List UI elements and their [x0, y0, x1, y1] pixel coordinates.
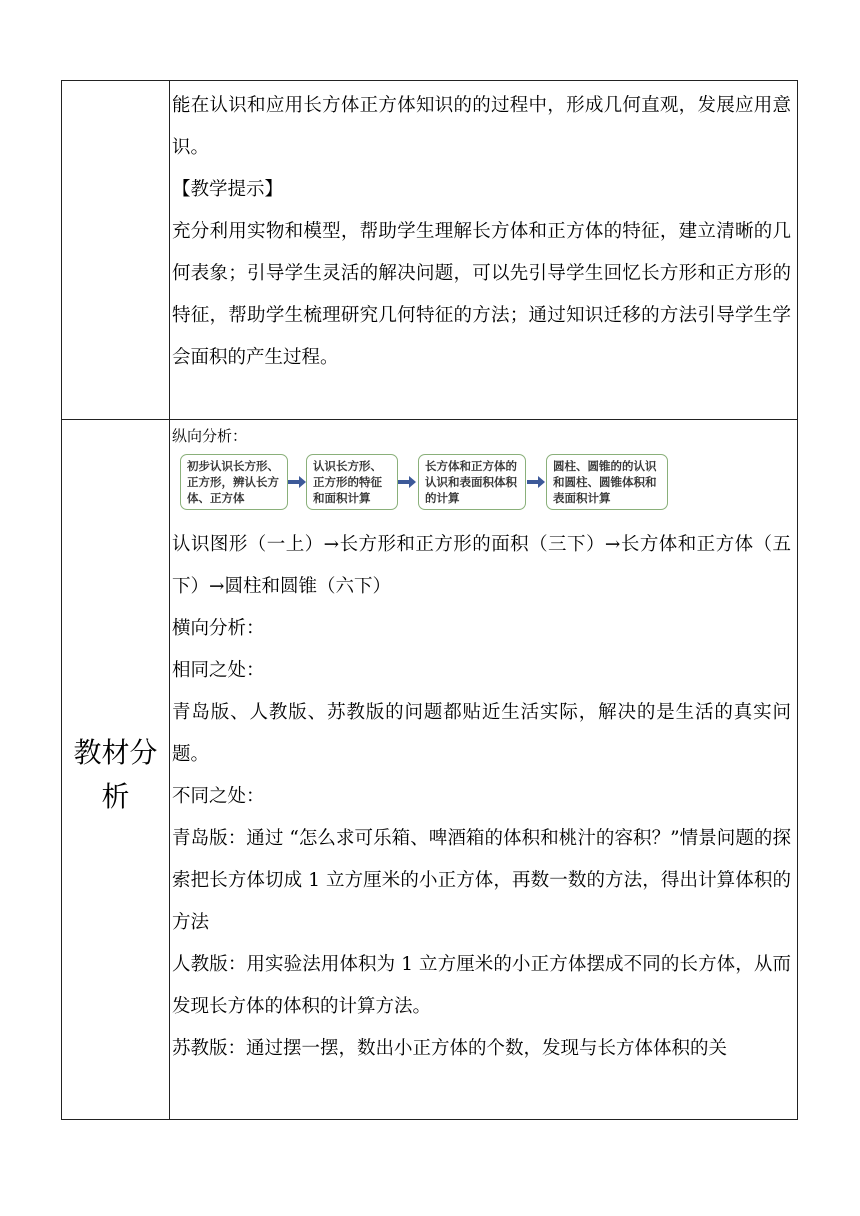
teaching-tips-heading: 【教学提示】	[172, 179, 284, 200]
flow-step-1: 初步认识长方形、正方形，辨认长方体、正方体	[180, 454, 288, 510]
row-divider	[62, 419, 797, 420]
goal-paragraph: 能在认识和应用长方体正方体知识的的过程中，形成几何直观，发展应用意识。	[172, 95, 791, 158]
flow-step-4: 圆柱、圆锥的的认识和圆柱、圆锥体积和表面积计算	[546, 454, 668, 510]
teaching-tips-paragraph: 充分利用实物和模型，帮助学生理解长方体和正方体的特征，建立清晰的几何表象；引导学生灵活的解决问题，可以先引导学生回忆长方形和正方形的特征，帮助学生梳理研究几何特征的方法；通过知识迁移的方法引导学生学会面积的产生过程。	[172, 221, 791, 368]
textbook-analysis-label: 教材分析	[73, 736, 158, 813]
similarities-paragraph: 青岛版、人教版、苏教版的问题都贴近生活实际，解决的是生活的真实问题。	[172, 702, 791, 765]
textbook-analysis-cell	[172, 426, 791, 1070]
renjiao-paragraph: 人教版：用实验法用体积为 1 立方厘米的小正方体摆成不同的长方体，从而发现长方体的体积的计算方法。	[172, 954, 791, 1017]
flow-step-3: 长方体和正方体的认识和表面积体积的计算	[418, 454, 526, 510]
column-divider	[169, 81, 170, 1119]
flow-arrow-icon	[288, 476, 306, 488]
teaching-goals-cell	[172, 85, 791, 379]
content-table	[61, 80, 798, 1120]
similarities-heading: 相同之处：	[172, 660, 265, 681]
progression-paragraph: 认识图形（一上）→长方形和正方形的面积（三下）→长方体和正方体（五下）→圆柱和圆锥（六下）	[172, 534, 791, 597]
flow-step-2: 认识长方形、正方形的特征和面积计算	[306, 454, 398, 510]
qingdao-paragraph: 青岛版：通过 “怎么求可乐箱、啤酒箱的体积和桃汁的容积？”情景问题的探索把长方体切成 1 立方厘米的小正方体，再数一数的方法，得出计算体积的方法	[172, 828, 791, 933]
sujiao-paragraph: 苏教版：通过摆一摆，数出小正方体的个数，发现与长方体体积的关	[172, 1038, 728, 1059]
horizontal-analysis-heading: 横向分析：	[172, 618, 265, 639]
flow-arrow-icon	[398, 476, 416, 488]
vertical-analysis-heading: 纵向分析：	[172, 427, 248, 445]
flow-arrow-icon	[527, 476, 545, 488]
knowledge-flowchart	[172, 454, 791, 518]
differences-heading: 不同之处：	[172, 786, 265, 807]
